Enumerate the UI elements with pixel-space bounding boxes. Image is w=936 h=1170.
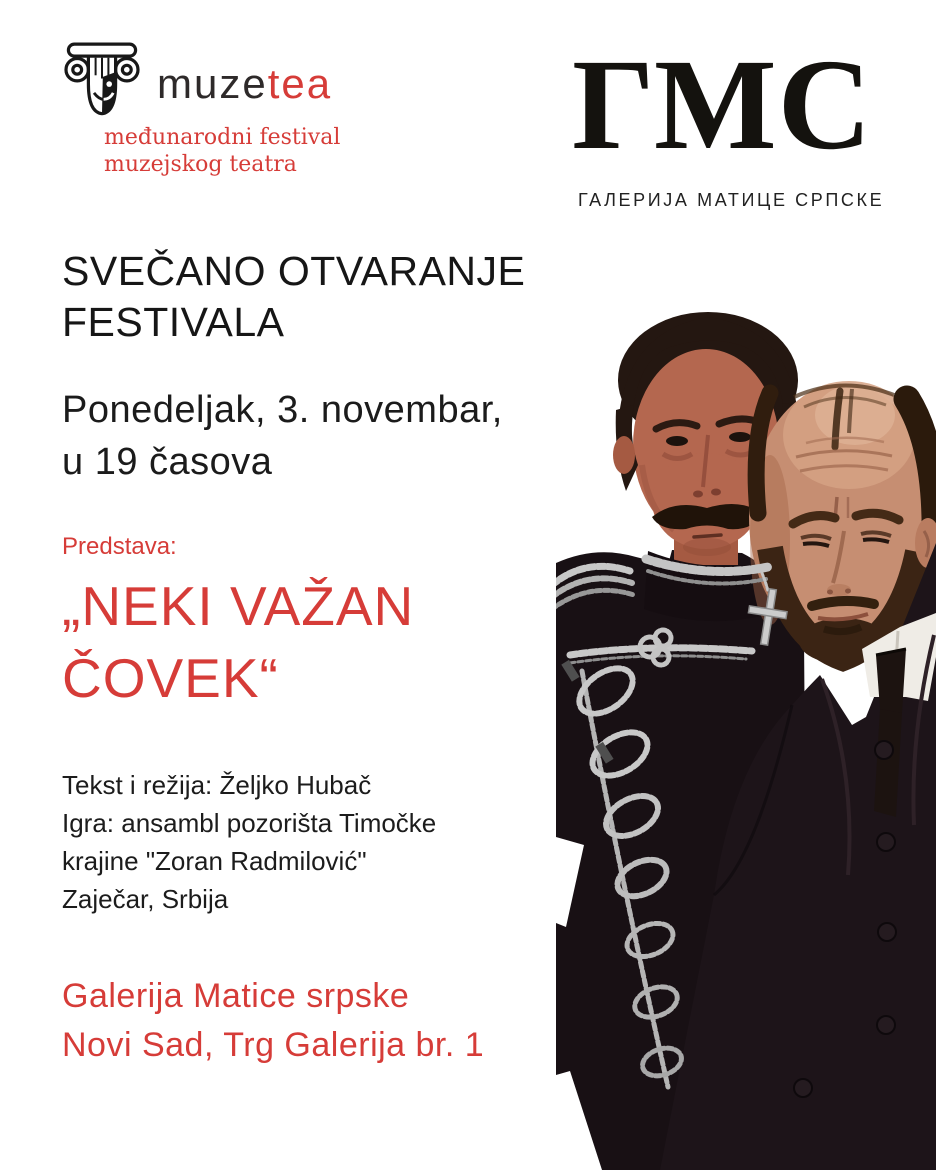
event-heading-line2: FESTIVALA	[62, 299, 285, 345]
event-heading	[62, 246, 525, 348]
wordmark-black: muze	[157, 60, 268, 107]
credits-line2: Igra: ansambl pozorišta Timočke	[62, 808, 437, 838]
show-title	[62, 570, 414, 714]
column-theater-mask-icon	[62, 40, 142, 117]
credits-line4: Zaječar, Srbija	[62, 884, 229, 914]
festival-tagline-line1: međunarodni festival	[104, 125, 341, 150]
event-date-line1: Ponedeljak, 3. novembar,	[62, 389, 503, 431]
event-heading-line1: SVEČANO OTVARANJE	[62, 248, 526, 294]
festival-tagline	[104, 124, 340, 178]
event-date-line2: u 19 časova	[62, 441, 273, 483]
wordmark-red: tea	[267, 60, 333, 107]
credits-line3: krajine "Zoran Radmilović"	[62, 846, 367, 876]
event-datetime	[62, 384, 503, 488]
show-label: Predstava:	[62, 533, 177, 560]
show-title-line1: „NEKI VAŽAN	[62, 575, 415, 637]
gallery-logo-name: ГАЛЕРИЈА МАТИЦЕ СРПСКЕ	[578, 190, 885, 210]
festival-wordmark	[157, 60, 332, 108]
venue-line2: Novi Sad, Trg Galerija br. 1	[62, 1026, 485, 1064]
gallery-logo-acronym: ГМС	[572, 33, 873, 177]
credits-block	[62, 766, 436, 918]
production-photo	[556, 305, 936, 1170]
festival-tagline-line2: muzejskog teatra	[104, 152, 297, 177]
necktie	[876, 649, 906, 713]
muzetea-logo-icon	[62, 40, 142, 122]
venue-line1: Galerija Matice srpske	[62, 977, 410, 1015]
venue-block	[62, 972, 484, 1070]
credits-line1: Tekst i režija: Željko Hubač	[62, 770, 372, 800]
show-title-line2: ČOVEK“	[62, 647, 279, 709]
